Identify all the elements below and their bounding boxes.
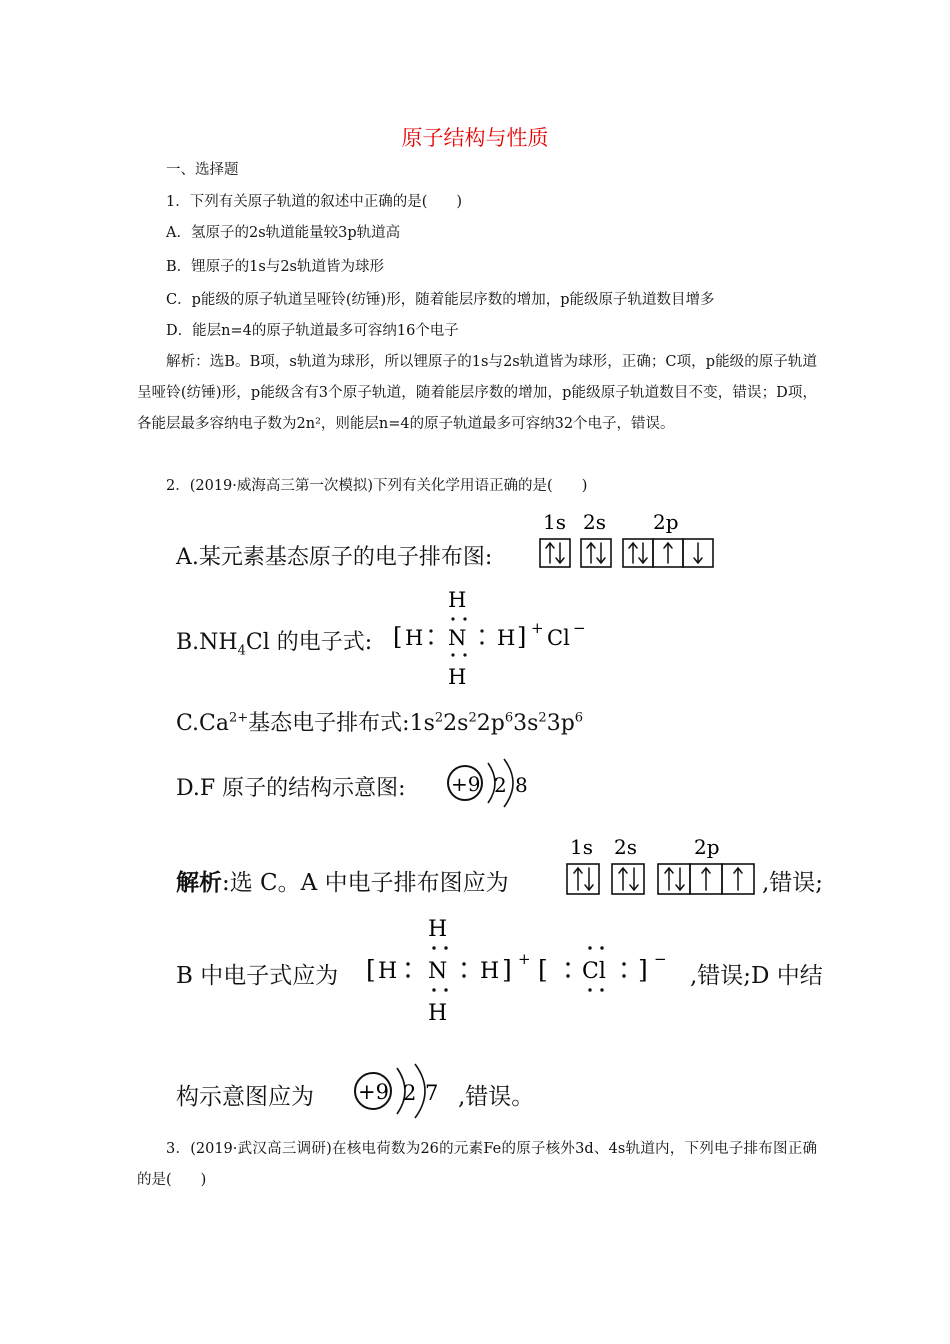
nh-text: B.NH: [176, 630, 238, 655]
label-2p: 2p: [653, 510, 679, 534]
label-2p-correct: 2p: [694, 835, 720, 859]
analysis-label: 解析: [176, 869, 222, 896]
cl-ion: Cl: [547, 626, 570, 650]
label-1s-correct: 1s: [570, 835, 593, 859]
svg-text:−: −: [654, 950, 667, 968]
cfg-1s-count: 2: [434, 710, 444, 726]
cfg-2p-count: 6: [504, 710, 514, 726]
ca-charge: 2+: [229, 710, 249, 726]
cfg-2p: 2p: [476, 711, 505, 736]
svg-text:]: ]: [638, 955, 648, 984]
analysis-a-text: :选 C。A 中电子排布图应为: [222, 870, 509, 896]
h-left: H: [405, 626, 424, 650]
section-heading: 一、选择题: [166, 162, 239, 178]
atomic-structure-wrong: [440, 755, 540, 815]
cfg-3p: 3p: [546, 711, 575, 736]
cfg-2s-count: 2: [468, 710, 477, 726]
label-1s: 1s: [543, 510, 566, 534]
cfg-3p-count: 6: [574, 710, 584, 726]
q2-analysis-d: 构示意图应为: [176, 1084, 314, 1110]
electron-formula-correct: [362, 912, 687, 1027]
h-bottom: H: [448, 665, 467, 689]
cfg-3s-count: 2: [538, 710, 547, 726]
nh-subscript: 4: [237, 643, 246, 659]
q3-stem: 3．(2019·武汉高三调研)在核电荷数为26的元素Fe的原子核外3d、4s轨道内，下列电子排布图正确的是( ): [137, 1141, 817, 1188]
wrong-3: ,错误。: [458, 1084, 535, 1110]
h-top: H: [448, 588, 467, 612]
label-2s-correct: 2s: [614, 835, 637, 859]
q2-option-d: D.F 原子的结构示意图:: [176, 776, 406, 801]
orbital-diagram-wrong: [535, 505, 725, 575]
h-right: H: [497, 626, 516, 650]
n-center: N: [448, 626, 467, 650]
cl-correct: Cl: [582, 959, 606, 984]
q1-option-b: B．锂原子的1s与2s轨道皆为球形: [166, 259, 384, 275]
svg-text:+: +: [531, 619, 544, 637]
svg-text:[: [: [538, 955, 548, 984]
shell2-correct: 7: [425, 1081, 439, 1105]
q2-stem: 2．(2019·威海高三第一次模拟)下列有关化学用语正确的是( ): [166, 478, 588, 494]
cfg-1s: 1s: [409, 711, 435, 736]
h-right-correct: H: [480, 959, 500, 984]
q1-option-c: C．p能级的原子轨道呈哑铃(纺锤)形，随着能层序数的增加，p能级原子轨道数目增多: [166, 292, 715, 308]
q2-option-b: [176, 625, 372, 658]
h-top-correct: H: [428, 917, 448, 942]
orbital-diagram-correct: [562, 830, 762, 900]
q1-stem: 1．下列有关原子轨道的叙述中正确的是( ): [166, 194, 463, 210]
n-correct: N: [428, 959, 448, 984]
wrong-1: ,错误;: [762, 870, 824, 896]
option-b-label: Cl 的电子式:: [245, 630, 373, 655]
page-title: 原子结构与性质: [401, 126, 549, 150]
svg-text:+: +: [518, 950, 531, 968]
shell1-wrong: 2: [494, 773, 507, 797]
nucleus-correct: +9: [358, 1080, 389, 1104]
svg-text:]: ]: [502, 955, 512, 984]
q2-option-a: A.某元素基态原子的电子排布图:: [176, 545, 493, 570]
h-bottom-correct: H: [428, 1001, 448, 1026]
cfg-3s: 3s: [513, 711, 539, 736]
svg-text:−: −: [573, 619, 586, 637]
svg-text:[: [: [393, 623, 403, 651]
cfg-2s: 2s: [443, 711, 469, 736]
svg-text:]: ]: [517, 623, 527, 651]
q2-analysis-line1: [176, 864, 509, 897]
atomic-structure-correct: [345, 1060, 455, 1125]
nucleus-wrong: +9: [451, 772, 481, 796]
ca-text: C.Ca: [176, 711, 229, 736]
svg-text:[: [: [366, 955, 376, 984]
shell1-correct: 2: [403, 1081, 417, 1105]
q2-analysis-b: B 中电子式应为: [176, 963, 339, 989]
h-left-correct: H: [378, 959, 398, 984]
shell2-wrong: 8: [515, 773, 528, 797]
label-2s: 2s: [583, 510, 606, 534]
q2-option-c: [176, 706, 583, 737]
electron-formula-wrong: [385, 585, 595, 690]
q1-analysis: 解析：选B。B项，s轨道为球形，所以锂原子的1s与2s轨道皆为球形，正确；C项，p能级的原子轨道呈哑铃(纺锤)形，p能级含有3个原子轨道，随着能层序数的增加，p能级原子轨道数目不变，错误；D项，各能层最多容纳电子数为2n²，则能层n=4的原子轨道最多可容纳32个电子，错误。: [137, 354, 817, 432]
q1-option-d: D．能层n=4的原子轨道最多可容纳16个电子: [166, 323, 459, 339]
q1-option-a: A．氢原子的2s轨道能量较3p轨道高: [166, 225, 401, 241]
wrong-2: ,错误;D 中结: [690, 963, 823, 989]
option-c-label: 基态电子排布式:: [248, 711, 410, 736]
